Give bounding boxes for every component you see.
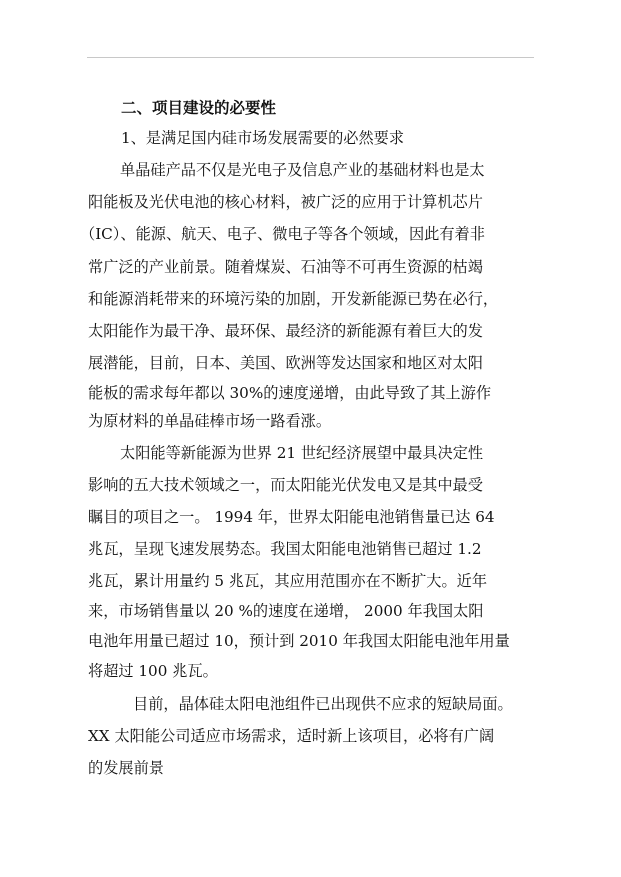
paragraph-line: 兆瓦，累计用量约 5 兆瓦，其应用范围亦在不断扩大。近年 (88, 572, 488, 590)
paragraph-line: 的发展前景 (88, 759, 164, 777)
paragraph-line: 瞩目的项目之一。 1994 年，世界太阳能电池销售量已达 64 (88, 508, 495, 526)
paragraph-line: 电池年用量已超过 10，预计到 2010 年我国太阳能电池年用量 (88, 632, 510, 650)
paragraph-line: 目前，晶体硅太阳电池组件已出现供不应求的短缺局面。 (133, 695, 513, 713)
paragraph-line: （IC）、能源、航天、电子、微电子等各个领域，因此有着非 (80, 225, 485, 243)
paragraph-line: 太阳能等新能源为世界 21 世纪经济展望中最具决定性 (120, 444, 484, 462)
paragraph-line: 能板的需求每年都以 30%的速度递增，由此导致了其上游作 (88, 384, 492, 402)
paragraph-line: 将超过 100 兆瓦。 (88, 662, 218, 680)
paragraph-line: 常广泛的产业前景。随着煤炭、石油等不可再生资源的枯竭 (88, 258, 483, 276)
section-heading: 二、项目建设的必要性 (121, 98, 277, 117)
paragraph-line: 阳能板及光伏电池的核心材料，被广泛的应用于计算机芯片 (88, 193, 483, 211)
paragraph-line: 为原材料的单晶硅棒市场一路看涨。 (88, 412, 331, 430)
paragraph-line: XX 太阳能公司适应市场需求，适时新上该项目，必将有广阔 (88, 727, 495, 745)
paragraph-line: 兆瓦，呈现飞速发展势态。我国太阳能电池销售已超过 1.2 (88, 540, 482, 558)
paragraph-line: 展潜能，目前，日本、美国、欧洲等发达国家和地区对太阳 (88, 354, 483, 372)
header-rule (87, 57, 534, 58)
paragraph-line: 太阳能作为最干净、最环保、最经济的新能源有着巨大的发 (88, 322, 483, 340)
paragraph-line: 影响的五大技术领域之一，而太阳能光伏发电又是其中最受 (88, 476, 483, 494)
paragraph-line: 来，市场销售量以 20 %的速度在递增， 2000 年我国太阳 (88, 602, 484, 620)
subheading: 1、是满足国内硅市场发展需要的必然要求 (121, 129, 405, 147)
paragraph-line: 和能源消耗带来的环境污染的加剧，开发新能源已势在必行， (88, 290, 499, 308)
paragraph-line: 单晶硅产品不仅是光电子及信息产业的基础材料也是太 (120, 161, 485, 179)
